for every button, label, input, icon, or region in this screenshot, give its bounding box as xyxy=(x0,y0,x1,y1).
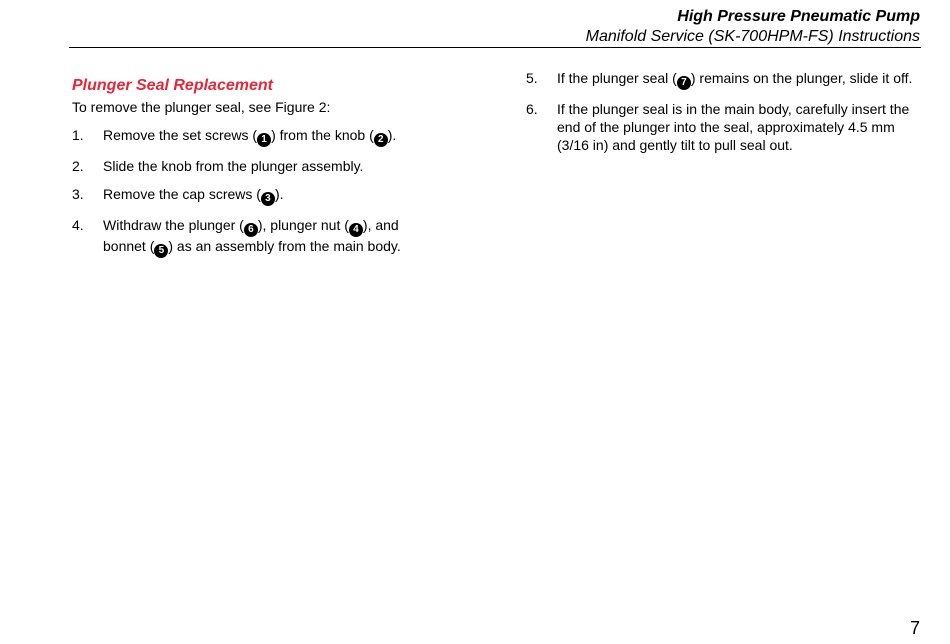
step-number: 4. xyxy=(72,217,84,233)
step-number: 6. xyxy=(526,101,538,117)
step-1 xyxy=(72,126,442,147)
step-text: Slide the knob from the plunger assembly. xyxy=(103,158,364,174)
step-number: 1. xyxy=(72,127,84,143)
callout-4-icon: 4 xyxy=(349,223,363,237)
callout-3-icon: 3 xyxy=(261,192,275,206)
step-text: If the plunger seal ( 7 ) remains on the plunger, slide it off. xyxy=(557,70,913,88)
step-number: 5. xyxy=(526,70,538,86)
step-text: Remove the set screws ( 1 ) from the knob ( 2 ). xyxy=(103,127,397,145)
page-number: 7 xyxy=(909,618,920,638)
callout-2-icon: 2 xyxy=(374,133,388,147)
step-3 xyxy=(72,185,442,206)
left-column xyxy=(72,76,442,268)
step-number: 2. xyxy=(72,158,84,174)
step-4 xyxy=(72,216,442,258)
header-divider xyxy=(69,47,921,48)
callout-7-icon: 7 xyxy=(677,76,691,90)
step-text: Withdraw the plunger ( 6 ), plunger nut ( 4 ), and bonnet ( 5 ) as an assembly from the main body. xyxy=(103,217,401,256)
step-text: Remove the cap screws ( 3 ). xyxy=(103,186,284,204)
right-column xyxy=(526,69,926,164)
document-subtitle: Manifold Service (SK-700HPM-FS) Instructions xyxy=(585,28,920,45)
step-2 xyxy=(72,157,442,175)
section-intro: To remove the plunger seal, see Figure 2: xyxy=(72,99,331,115)
step-5 xyxy=(526,69,926,90)
document-title: High Pressure Pneumatic Pump xyxy=(677,8,920,25)
step-6 xyxy=(526,100,926,154)
step-text: If the plunger seal is in the main body, carefully insert the end of the plunger into the seal, approximately 4.5 mm (3/16 in) and gently tilt to pull seal out. xyxy=(557,101,910,153)
callout-6-icon: 6 xyxy=(244,223,258,237)
step-number: 3. xyxy=(72,186,84,202)
page-header xyxy=(586,7,920,47)
section-title: Plunger Seal Replacement xyxy=(72,77,273,94)
callout-5-icon: 5 xyxy=(154,244,168,258)
callout-1-icon: 1 xyxy=(257,133,271,147)
